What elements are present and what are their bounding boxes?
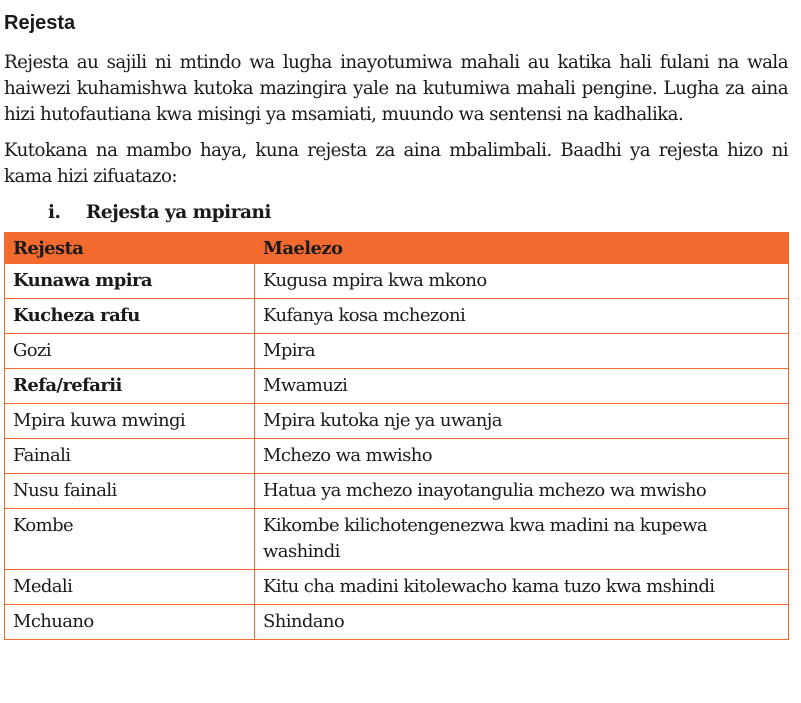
term-cell: Kucheza rafu bbox=[5, 299, 255, 334]
meaning-cell: Mchezo wa mwisho bbox=[255, 439, 789, 474]
term-cell: Kunawa mpira bbox=[5, 264, 255, 299]
meaning-cell: Mpira kutoka nje ya uwanja bbox=[255, 404, 789, 439]
subsection-number: i. bbox=[48, 202, 61, 223]
register-table bbox=[4, 232, 789, 640]
table-row bbox=[5, 605, 789, 640]
term-cell: Mpira kuwa mwingi bbox=[5, 404, 255, 439]
term-cell: Gozi bbox=[5, 334, 255, 369]
meaning-cell: Kikombe kilichotengenezwa kwa madini na kupewa washindi bbox=[255, 509, 789, 570]
table-row bbox=[5, 334, 789, 369]
definition-paragraph: Rejesta au sajili ni mtindo wa lugha inayotumiwa mahali au katika hali fulani na wala haiwezi kuhamishwa kutoka mazingira yale na kutumiwa mahali pengine. Lugha za aina hizi hutofautiana kwa misingi ya msamiati, muundo wa sentensi na kadhalika. bbox=[4, 52, 788, 125]
table-row bbox=[5, 264, 789, 299]
table-row bbox=[5, 299, 789, 334]
meaning-cell: Hatua ya mchezo inayotangulia mchezo wa mwisho bbox=[255, 474, 789, 509]
meaning-cell: Mpira bbox=[255, 334, 789, 369]
column-header-term: Rejesta bbox=[5, 233, 255, 264]
meaning-cell: Kitu cha madini kitolewacho kama tuzo kwa mshindi bbox=[255, 570, 789, 605]
term-cell: Refa/refarii bbox=[5, 369, 255, 404]
term-cell: Nusu fainali bbox=[5, 474, 255, 509]
subsection-heading bbox=[4, 200, 788, 226]
meaning-cell: Mwamuzi bbox=[255, 369, 789, 404]
table-row bbox=[5, 439, 789, 474]
term-cell: Kombe bbox=[5, 509, 255, 570]
meaning-cell: Shindano bbox=[255, 605, 789, 640]
section-heading: Rejesta bbox=[4, 12, 76, 34]
meaning-cell: Kugusa mpira kwa mkono bbox=[255, 264, 789, 299]
document-page bbox=[4, 10, 788, 640]
subsection-title: Rejesta ya mpirani bbox=[86, 202, 271, 223]
intro-paragraph: Kutokana na mambo haya, kuna rejesta za aina mbalimbali. Baadhi ya rejesta hizo ni kama hizi zifuatazo: bbox=[4, 140, 788, 187]
table-header-row bbox=[5, 233, 789, 264]
meaning-cell: Kufanya kosa mchezoni bbox=[255, 299, 789, 334]
term-cell: Mchuano bbox=[5, 605, 255, 640]
table-row bbox=[5, 509, 789, 570]
column-header-meaning: Maelezo bbox=[255, 233, 789, 264]
term-cell: Fainali bbox=[5, 439, 255, 474]
table-row bbox=[5, 369, 789, 404]
term-cell: Medali bbox=[5, 570, 255, 605]
table-row bbox=[5, 570, 789, 605]
table-row bbox=[5, 474, 789, 509]
table-row bbox=[5, 404, 789, 439]
